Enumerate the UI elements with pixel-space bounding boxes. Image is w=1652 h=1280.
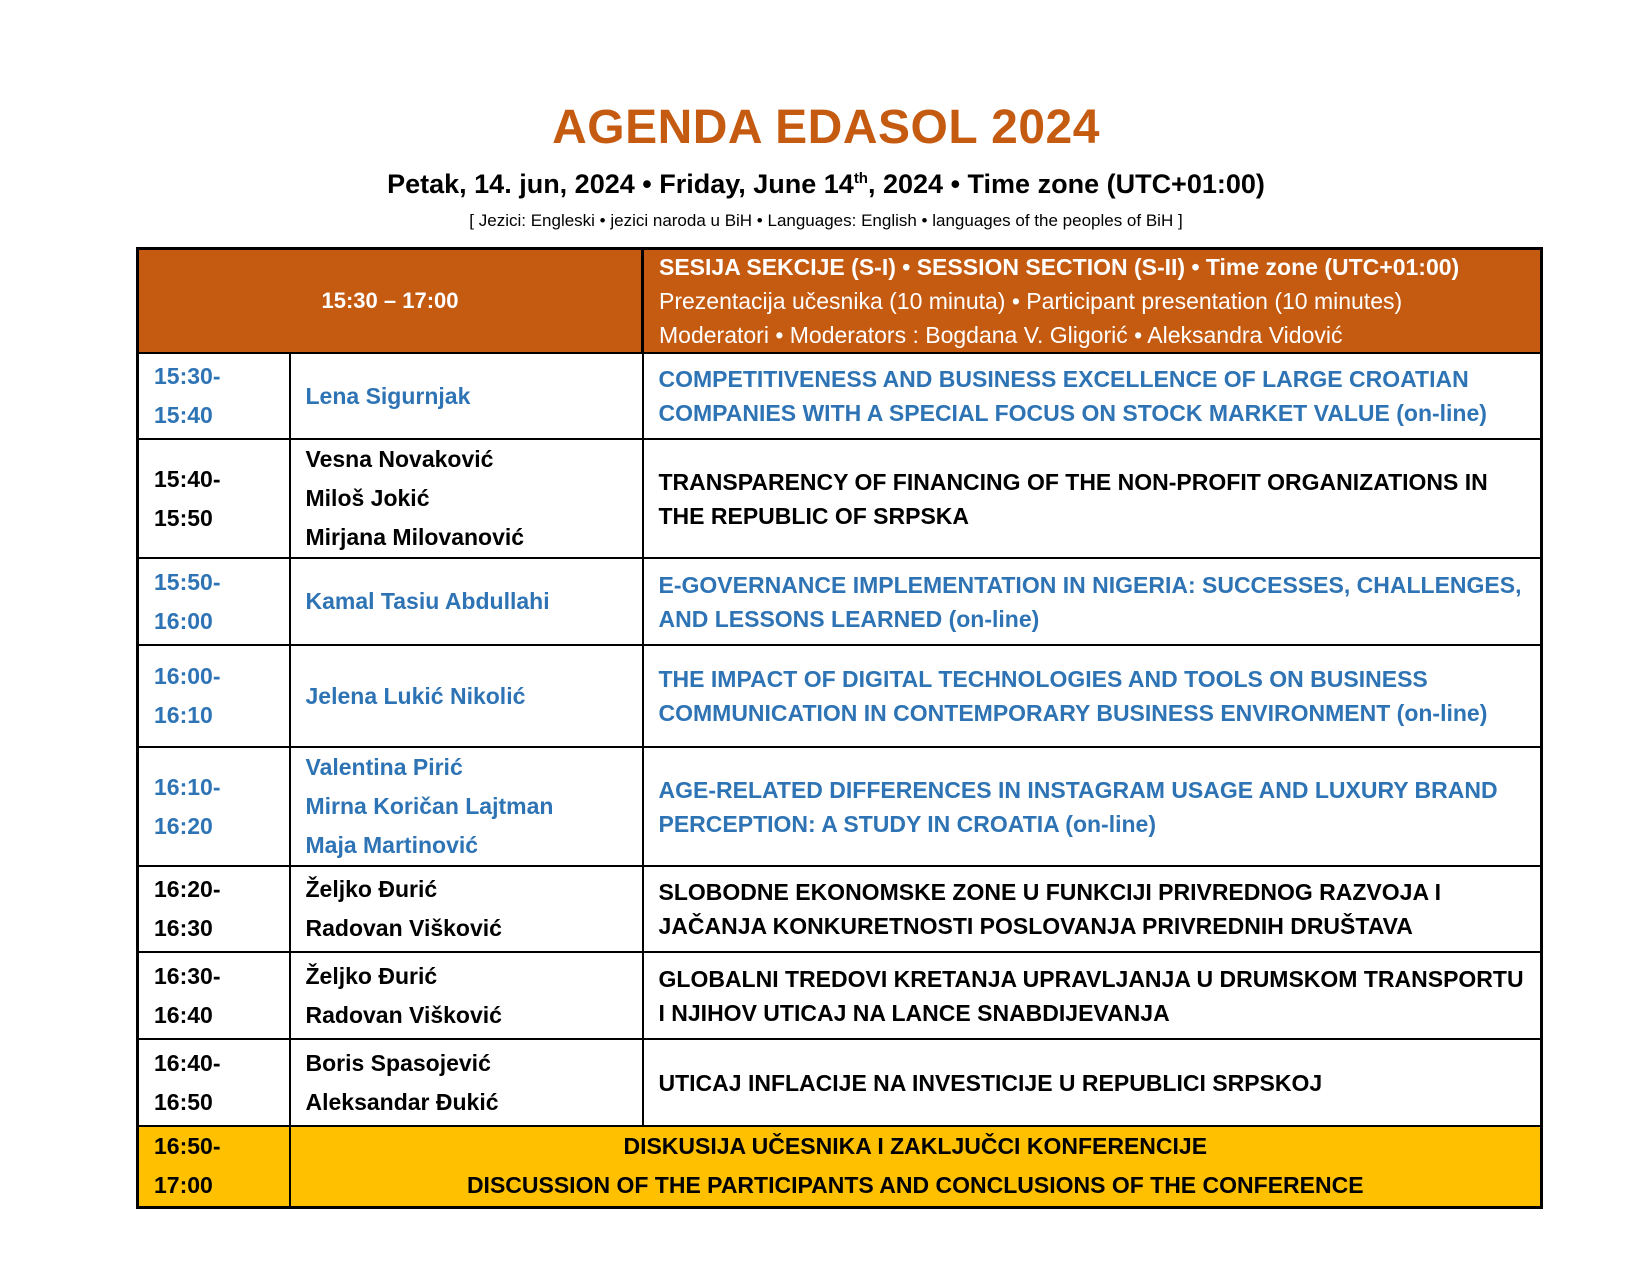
paper-title: UTICAJ INFLACIJE NA INVESTICIJE U REPUBLICI SRPSKOJ (643, 1039, 1542, 1126)
author-name: Kamal Tasiu Abdullahi (305, 588, 550, 614)
separator-bullet: • (642, 169, 652, 199)
agenda-table (136, 247, 1543, 1209)
closing-row (138, 1126, 1542, 1207)
table-row (138, 558, 1542, 645)
time-start: 16:20- (154, 876, 221, 902)
time-slot (138, 558, 290, 645)
date-line (0, 169, 1652, 200)
authors-cell (290, 866, 643, 952)
authors-cell (290, 645, 643, 747)
session-format: Prezentacija učesnika (10 minuta) • Participant presentation (10 minutes) (659, 288, 1403, 314)
table-row (138, 645, 1542, 747)
session-header-row (138, 249, 1542, 354)
author-name: Miloš Jokić (305, 485, 430, 511)
time-end: 17:00 (154, 1172, 213, 1199)
time-slot (138, 1126, 290, 1207)
time-start: 16:40- (154, 1049, 221, 1076)
author-name: Boris Spasojević (305, 1049, 491, 1076)
date-english-year: , 2024 (867, 169, 944, 199)
time-slot (138, 1039, 290, 1126)
table-row (138, 747, 1542, 866)
time-start: 16:00- (154, 663, 221, 689)
paper-title: E-GOVERNANCE IMPLEMENTATION IN NIGERIA: SUCCESSES, CHALLENGES, AND LESSONS LEARNED (on-line) (643, 558, 1542, 645)
author-name: Vesna Novaković (305, 446, 494, 472)
authors-cell (290, 558, 643, 645)
time-start: 15:40- (154, 465, 221, 492)
separator-bullet: • (950, 169, 961, 199)
author-name: Jelena Lukić Nikolić (305, 682, 526, 709)
paper-title: TRANSPARENCY OF FINANCING OF THE NON-PROFIT ORGANIZATIONS IN THE REPUBLIC OF SRPSKA (643, 439, 1542, 558)
time-start: 16:30- (154, 962, 221, 989)
authors-cell (290, 1039, 643, 1126)
time-start: 16:10- (154, 773, 221, 800)
paper-title: SLOBODNE EKONOMSKE ZONE U FUNKCIJI PRIVREDNOG RAZVOJA I JAČANJA KONKURETNOSTI POSLOVANJA PRIVREDNIH DRUŠTAVA (643, 866, 1542, 952)
date-english-ordinal: th (853, 170, 868, 187)
time-slot (138, 866, 290, 952)
time-end: 16:00 (154, 607, 213, 634)
closing-description (290, 1126, 1542, 1207)
table-row (138, 439, 1542, 558)
time-slot (138, 439, 290, 558)
time-start: 15:50- (154, 568, 221, 595)
authors-cell (290, 747, 643, 866)
table-row (138, 353, 1542, 439)
table-row (138, 1039, 1542, 1126)
author-name: Maja Martinović (305, 832, 479, 858)
paper-title: GLOBALNI TREDOVI KRETANJA UPRAVLJANJA U DRUMSKOM TRANSPORTU I NJIHOV UTICAJ NA LANCE SNABDIJEVANJA (643, 952, 1542, 1039)
author-name: Aleksandar Đukić (305, 1088, 499, 1115)
time-start: 16:50- (154, 1133, 221, 1160)
author-name: Radovan Višković (305, 1001, 502, 1028)
time-slot (138, 747, 290, 866)
time-end: 15:40 (154, 402, 213, 428)
closing-title-english: DISCUSSION OF THE PARTICIPANTS AND CONCLUSIONS OF THE CONFERENCE (466, 1172, 1364, 1199)
time-end: 16:10 (154, 702, 213, 728)
author-name: Lena Sigurnjak (305, 382, 471, 409)
session-info (643, 249, 1542, 354)
time-end: 15:50 (154, 504, 213, 531)
time-slot (138, 952, 290, 1039)
paper-title: COMPETITIVENESS AND BUSINESS EXCELLENCE OF LARGE CROATIAN COMPANIES WITH A SPECIAL FOCUS ON STOCK MARKET VALUE (on-line) (643, 353, 1542, 439)
timezone: Time zone (UTC+01:00) (967, 169, 1265, 199)
time-start: 15:30- (154, 363, 221, 389)
date-local: Petak, 14. jun, 2024 (387, 169, 635, 199)
table-row (138, 952, 1542, 1039)
author-name: Mirna Koričan Lajtman (305, 793, 554, 819)
authors-cell (290, 439, 643, 558)
author-name: Željko Đurić (305, 962, 438, 989)
table-row (138, 866, 1542, 952)
session-moderators: Moderatori • Moderators : Bogdana V. Gligorić • Aleksandra Vidović (659, 322, 1343, 348)
time-slot (138, 645, 290, 747)
author-name: Radovan Višković (305, 915, 502, 941)
paper-title: THE IMPACT OF DIGITAL TECHNOLOGIES AND TOOLS ON BUSINESS COMMUNICATION IN CONTEMPORARY BUSINESS ENVIRONMENT (on-line) (643, 645, 1542, 747)
paper-title: AGE-RELATED DIFFERENCES IN INSTAGRAM USAGE AND LUXURY BRAND PERCEPTION: A STUDY IN CROATIA (on-line) (643, 747, 1542, 866)
languages-note: [ Jezici: Engleski • jezici naroda u BiH • Languages: English • languages of the peoples of BiH ] (469, 211, 1183, 230)
date-english (659, 169, 943, 199)
session-title: SESIJA SEKCIJE (S-I) • SESSION SECTION (S-II) • Time zone (UTC+01:00) (659, 254, 1460, 280)
authors-cell (290, 952, 643, 1039)
time-end: 16:20 (154, 812, 213, 839)
session-time-range: 15:30 – 17:00 (138, 249, 643, 354)
closing-title-local: DISKUSIJA UČESNIKA I ZAKLJUČCI KONFERENCIJE (623, 1133, 1208, 1160)
time-end: 16:40 (154, 1001, 213, 1028)
time-end: 16:50 (154, 1088, 213, 1115)
page-title: AGENDA EDASOL 2024 (552, 101, 1100, 154)
time-end: 16:30 (154, 915, 213, 941)
time-slot (138, 353, 290, 439)
author-name: Mirjana Milovanović (305, 524, 525, 550)
date-english-day: Friday, June 14 (659, 169, 854, 199)
author-name: Željko Đurić (305, 876, 438, 902)
authors-cell (290, 353, 643, 439)
author-name: Valentina Pirić (305, 754, 463, 780)
